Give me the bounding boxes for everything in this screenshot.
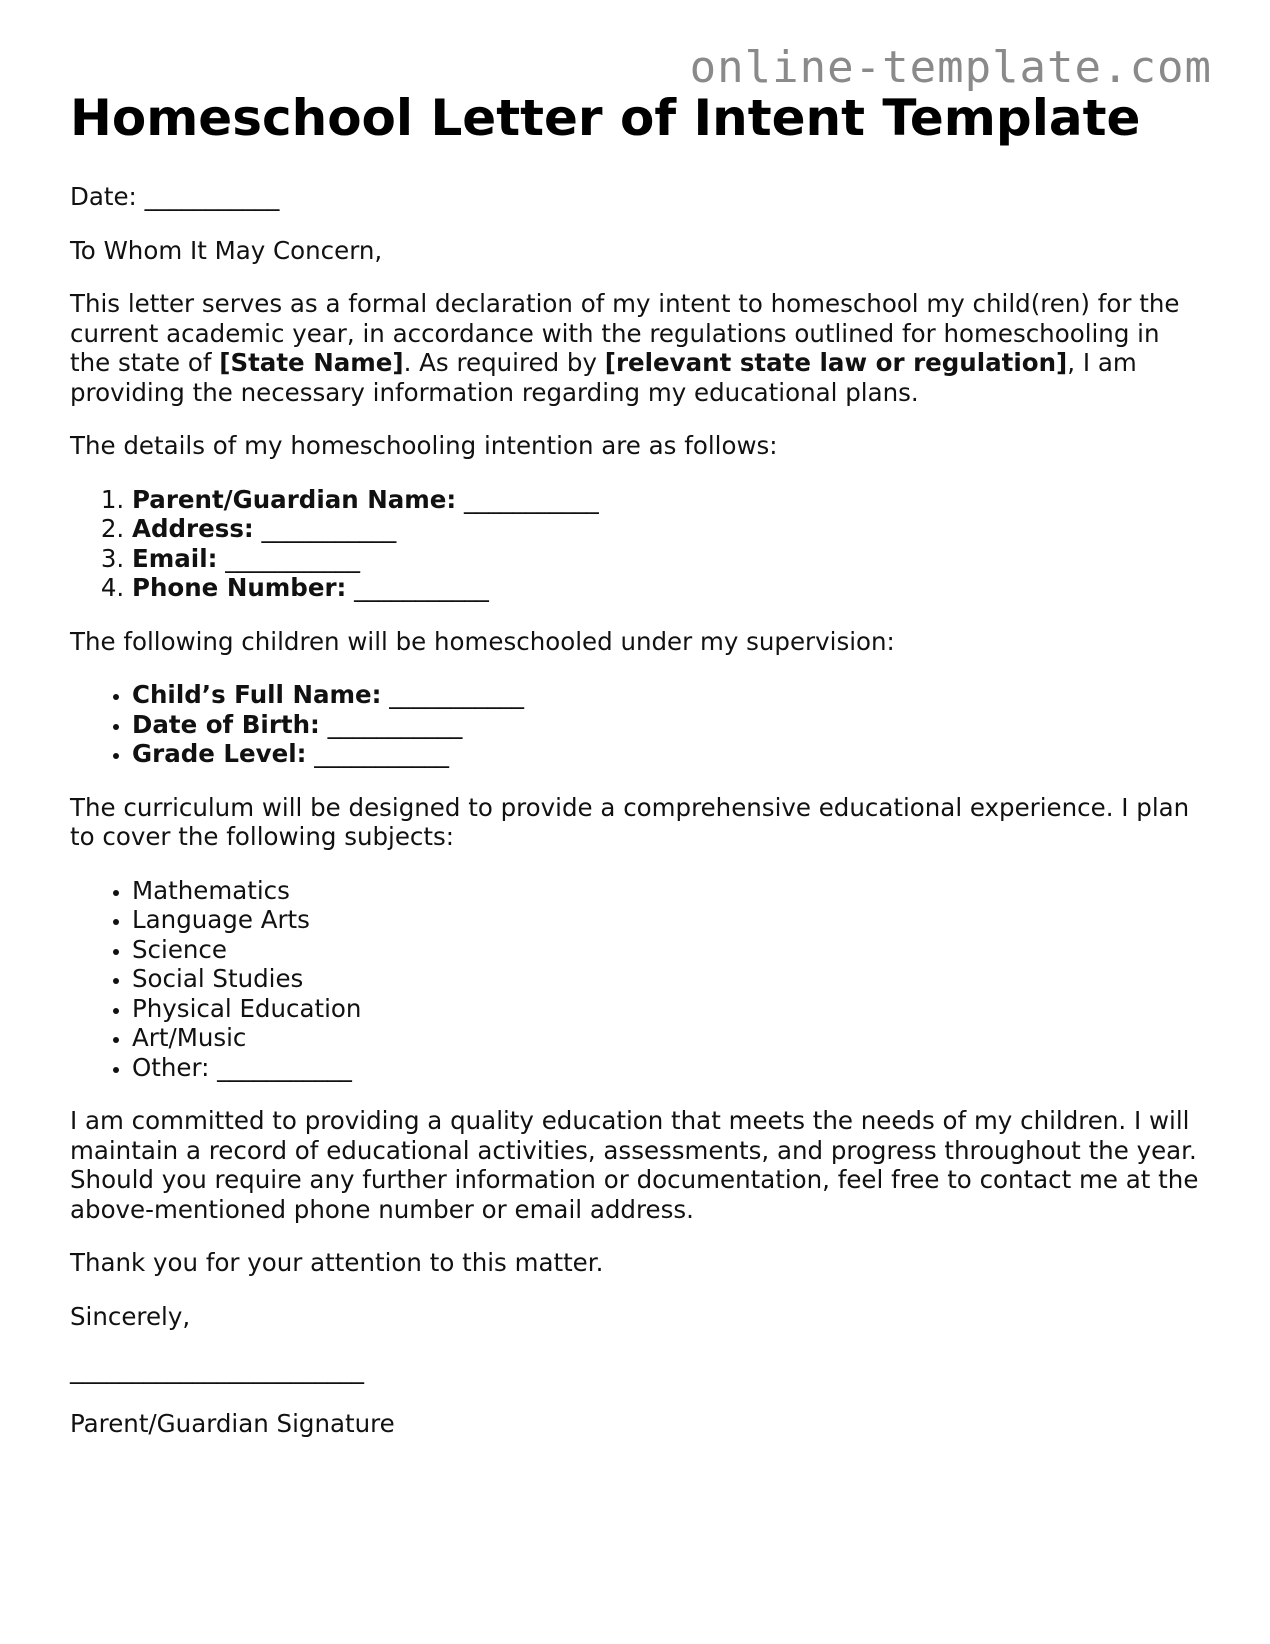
curriculum-intro: The curriculum will be designed to provide a comprehensive educational experience. I plan to cover the following subjects:	[70, 792, 1190, 851]
child-label: Grade Level:	[132, 739, 307, 768]
list-item: • Science	[132, 935, 1200, 965]
intro-text-2: . As required by	[403, 348, 605, 377]
list-item	[132, 710, 1200, 740]
details-intro: The details of my homeschooling intention are as follows:	[70, 431, 778, 460]
closing: Sincerely,	[70, 1301, 191, 1331]
list-item: • Language Arts	[132, 905, 1200, 935]
detail-blank: ___________	[346, 573, 489, 602]
detail-label: Phone Number:	[132, 573, 347, 602]
list-item	[132, 680, 1200, 710]
date-line: Date: ___________	[70, 182, 280, 211]
list-item: • Mathematics	[132, 876, 1200, 906]
list-item	[132, 485, 1200, 515]
child-label: Date of Birth:	[132, 709, 320, 739]
list-item: • Physical Education	[132, 994, 1200, 1024]
detail-label: Email:	[132, 543, 218, 573]
children-list	[70, 680, 1200, 769]
detail-blank: ___________	[456, 484, 599, 514]
thanks-line: Thank you for your attention to this matter.	[70, 1248, 604, 1277]
list-item: • Art/Music	[132, 1023, 1200, 1053]
commitment-paragraph: I am committed to providing a quality education that meets the needs of my children. I will maintain a record of educational activities, assessments, and progress throughout the year. Should you require any further information or documentation, feel free to contact me at the above-mentioned phone number or email address.	[70, 1106, 1199, 1224]
detail-blank: ___________	[253, 514, 397, 543]
watermark: online-template.com	[689, 42, 1212, 93]
child-blank: ___________	[306, 739, 449, 768]
child-label: Child’s Full Name:	[132, 680, 382, 709]
list-item: • Social Studies	[132, 964, 1200, 994]
intro-text-3: , I am providing the necessary information regarding my educational plans.	[70, 348, 1137, 407]
children-intro: The following children will be homeschooled under my supervision:	[70, 626, 895, 656]
details-list	[70, 485, 1200, 603]
detail-blank: ___________	[217, 543, 360, 573]
child-blank: ___________	[381, 680, 524, 709]
list-item: • Other: ___________	[132, 1053, 1200, 1083]
intro-paragraph	[70, 289, 1200, 407]
list-item	[132, 544, 1200, 574]
detail-label: Parent/Guardian Name:	[132, 484, 457, 514]
intro-text-1: This letter serves as a formal declaration of my intent to homeschool my child(ren) for the current academic year, in accordance with the regulations outlined for homeschooling in the state of	[70, 289, 1180, 377]
list-item	[132, 573, 1200, 603]
letter-body	[70, 182, 1200, 1462]
salutation: To Whom It May Concern,	[70, 235, 383, 265]
state-placeholder: [State Name]	[219, 348, 404, 377]
list-item	[132, 514, 1200, 544]
law-placeholder: [relevant state law or regulation]	[604, 348, 1068, 377]
subjects-list	[70, 876, 1200, 1083]
child-blank: ___________	[319, 709, 463, 739]
signature-line: ________________________	[70, 1355, 364, 1384]
page-title: Homeschool Letter of Intent Template	[70, 89, 1141, 147]
signature-label: Parent/Guardian Signature	[70, 1408, 395, 1438]
list-item	[132, 739, 1200, 769]
detail-label: Address:	[132, 514, 254, 543]
